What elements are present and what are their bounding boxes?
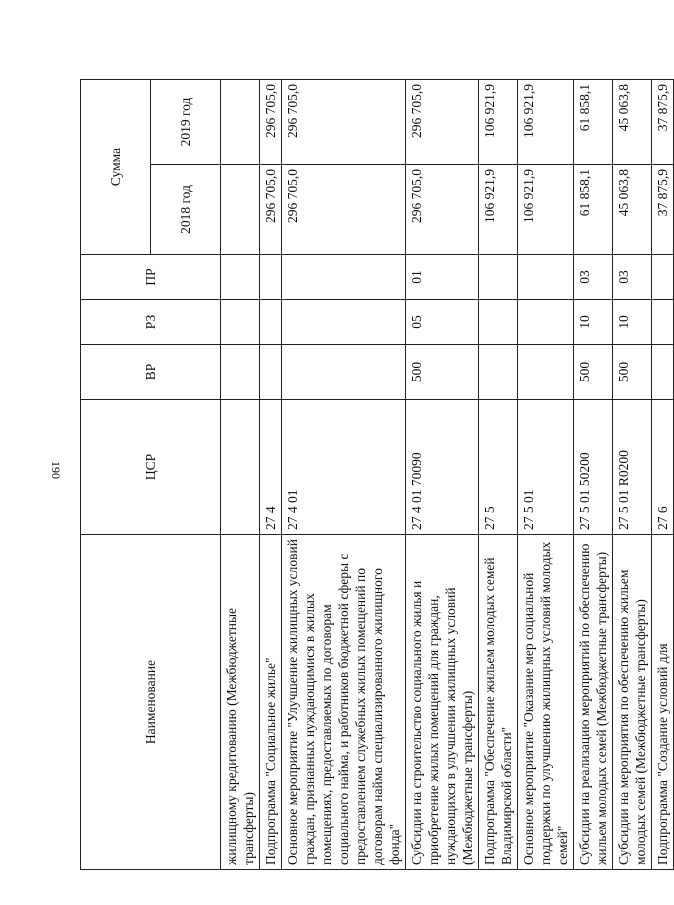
row-2019: 37 875,9 — [652, 79, 674, 164]
row-rz — [221, 300, 260, 345]
row-name: Подпрограмма "Обеспечение жильем молодых семей Владимирской области" — [479, 535, 518, 870]
row-2018: 61 858,1 — [574, 165, 613, 255]
row-2019: 61 858,1 — [574, 79, 613, 164]
table-row — [221, 79, 260, 869]
row-pr — [221, 255, 260, 300]
row-pr — [260, 255, 282, 300]
row-rz — [479, 300, 518, 345]
row-rz: 05 — [406, 300, 479, 345]
budget-table — [80, 79, 674, 870]
row-pr — [652, 255, 674, 300]
row-csr: 27 5 01 50200 — [574, 400, 613, 535]
row-pr: 01 — [406, 255, 479, 300]
row-rz: 10 — [574, 300, 613, 345]
row-name: Субсидии на мероприятия по обеспечению жильем молодых семей (Межбюджетные трансферты) — [613, 535, 652, 870]
row-name: Основное мероприятие "Улучшение жилищных условий граждан, признанных нуждающимися в жилых помещениях, предоставляемых по договорам социального найма, и работников бюджетной сферы с предоставлением служебных жилых помещений по договорам найма специализированного жилищного фонда" — [282, 535, 406, 870]
row-2019: 296 705,0 — [282, 79, 406, 164]
row-2019: 45 063,8 — [613, 79, 652, 164]
row-vr — [479, 345, 518, 400]
row-csr: 27 6 — [652, 400, 674, 535]
header-csr: ЦСР — [81, 400, 221, 535]
header-pr: ПР — [81, 255, 221, 300]
row-name: Основное мероприятие "Оказание мер социальной поддержки по улучшению жилищных условий молодых семей" — [518, 535, 574, 870]
row-2018: 106 921,9 — [479, 165, 518, 255]
row-2018: 296 705,0 — [406, 165, 479, 255]
table-row — [406, 79, 479, 869]
row-2018: 45 063,8 — [613, 165, 652, 255]
row-rz — [652, 300, 674, 345]
row-rz — [260, 300, 282, 345]
table-row — [574, 79, 613, 869]
row-2019: 106 921,9 — [479, 79, 518, 164]
table-row — [652, 79, 674, 869]
row-vr: 500 — [613, 345, 652, 400]
table-row — [260, 79, 282, 869]
row-pr — [518, 255, 574, 300]
row-2019: 296 705,0 — [406, 79, 479, 164]
row-2018 — [221, 165, 260, 255]
header-rz: РЗ — [81, 300, 221, 345]
row-2019 — [221, 79, 260, 164]
header-2018: 2018 год — [151, 165, 221, 255]
row-name: Субсидии на реализацию мероприятий по обеспечению жильем молодых семей (Межбюджетные трансферты) — [574, 535, 613, 870]
header-sum: Сумма — [81, 79, 151, 254]
row-pr: 03 — [613, 255, 652, 300]
row-csr: 27 5 — [479, 400, 518, 535]
table-row — [282, 79, 406, 869]
rotated-page — [80, 80, 670, 870]
row-name: Субсидии на строительство социального жилья и приобретение жилых помещений для граждан, нуждающихся в улучшении жилищных условий (Межбюджетные трансферты) — [406, 535, 479, 870]
row-csr: 27 4 01 70090 — [406, 400, 479, 535]
row-csr: 27 5 01 R0200 — [613, 400, 652, 535]
header-vr: ВР — [81, 345, 221, 400]
row-name: Подпрограмма "Социальное жилье" — [260, 535, 282, 870]
row-vr: 500 — [406, 345, 479, 400]
table-row — [613, 79, 652, 869]
row-2018: 296 705,0 — [282, 165, 406, 255]
row-pr — [479, 255, 518, 300]
header-name: Наименование — [81, 535, 221, 870]
row-vr: 500 — [574, 345, 613, 400]
page-number: 190 — [49, 461, 63, 479]
row-vr — [260, 345, 282, 400]
row-rz — [518, 300, 574, 345]
row-pr: 03 — [574, 255, 613, 300]
row-csr: 27 4 01 — [282, 400, 406, 535]
row-csr: 27 4 — [260, 400, 282, 535]
row-pr — [282, 255, 406, 300]
row-name: Подпрограмма "Создание условий для — [652, 535, 674, 870]
row-2018: 106 921,9 — [518, 165, 574, 255]
row-name: жилищному кредитованию (Межбюджетные трансферты) — [221, 535, 260, 870]
row-vr — [652, 345, 674, 400]
row-vr — [282, 345, 406, 400]
row-2019: 296 705,0 — [260, 79, 282, 164]
table-row — [518, 79, 574, 869]
table-header — [81, 79, 221, 869]
row-rz — [282, 300, 406, 345]
row-rz: 10 — [613, 300, 652, 345]
table-row — [479, 79, 518, 869]
row-vr — [518, 345, 574, 400]
row-csr: 27 5 01 — [518, 400, 574, 535]
row-2018: 37 875,9 — [652, 165, 674, 255]
row-csr — [221, 400, 260, 535]
row-2019: 106 921,9 — [518, 79, 574, 164]
header-2019: 2019 год — [151, 79, 221, 164]
row-vr — [221, 345, 260, 400]
row-2018: 296 705,0 — [260, 165, 282, 255]
